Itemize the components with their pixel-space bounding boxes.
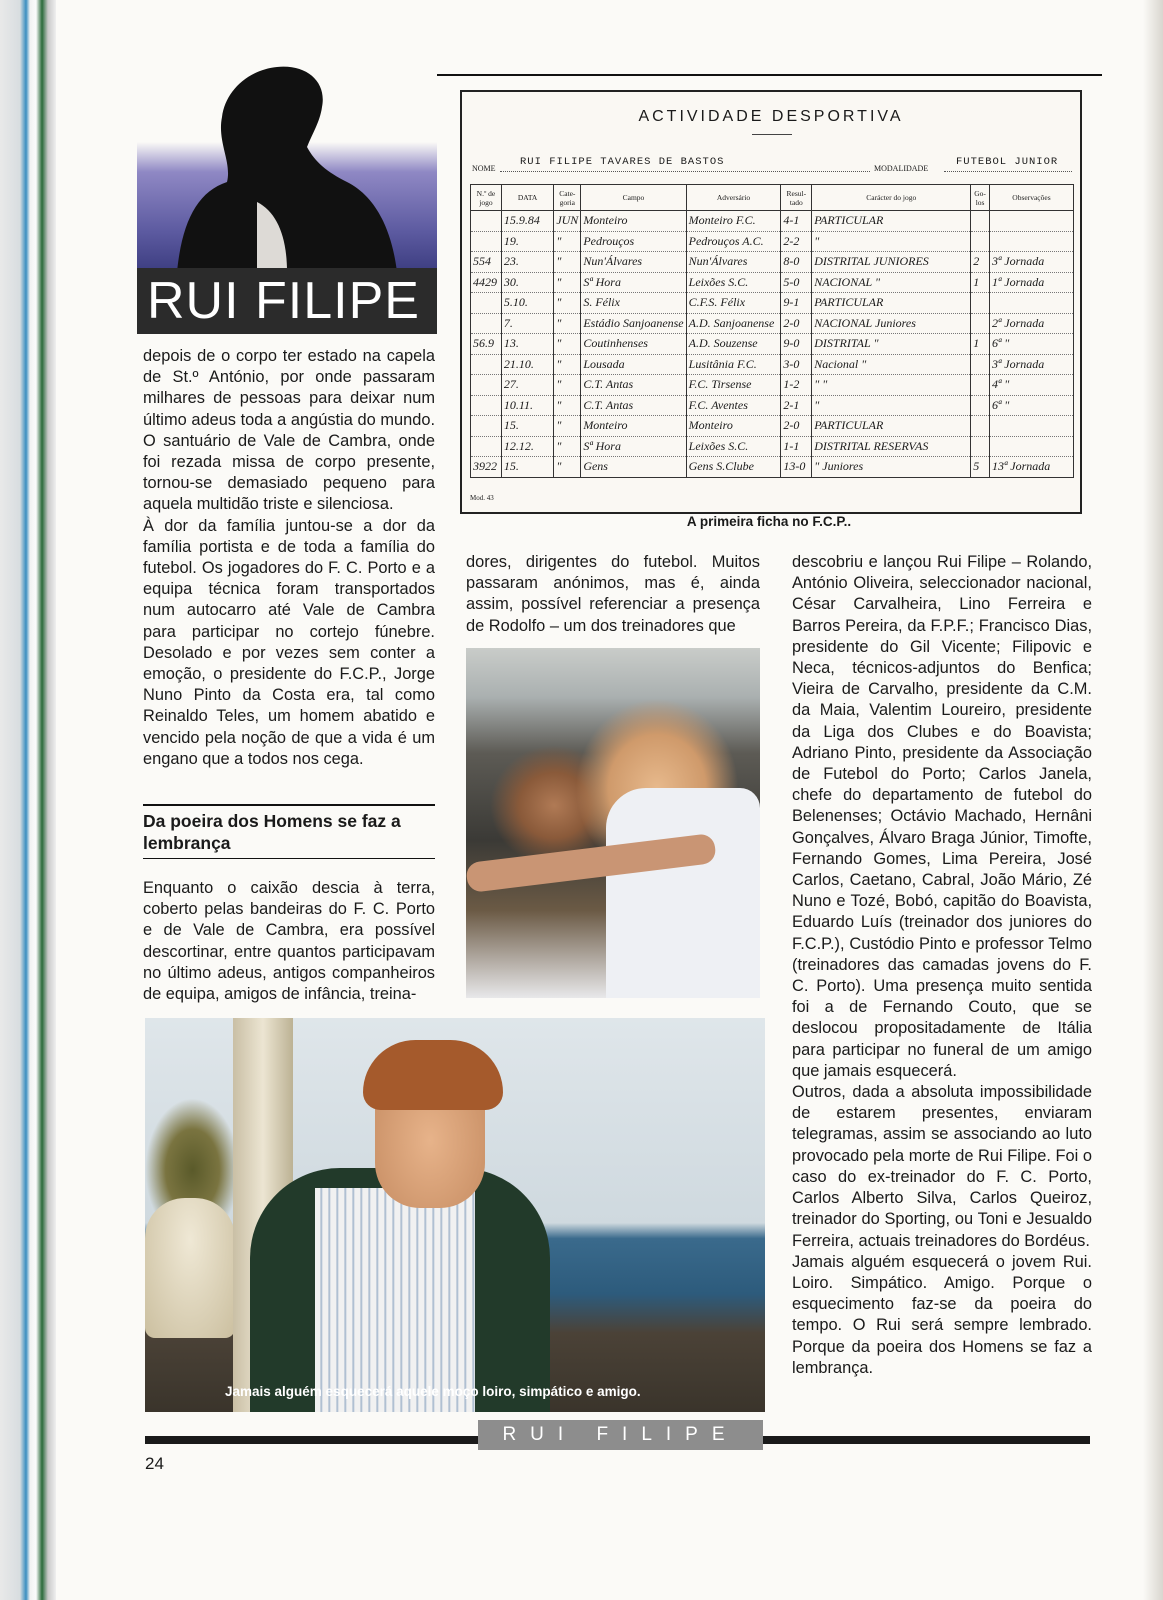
form-title: ACTIVIDADE DESPORTIVA bbox=[638, 108, 904, 125]
subhead-rule bbox=[143, 858, 435, 859]
table-row bbox=[471, 395, 1074, 416]
paragraph: descobriu e lançou Rui Filipe – Rolando, António Oliveira, seleccionador nacional, César Carvalheira, Lino Ferreira e Barros Pereira, da F.P.F.; Francisco Dias, presidente do Gil Vicente; Filipovic e Neca, técnicos-adjuntos do Benfica; Vieira de Carvalho, presidente da C.M. da Maia, Valentim Loureiro, presidente da Liga dos Clubes e do Boavista; Adriano Pinto, presidente da Associação de Futebol do Porto; Carlos Janela, chefe do departamento de futebol do Belenenses; Octávio Machado, Hernâni Gonçalves, Álvaro Braga Júnior, Timofte, Fernando Gomes, Lima Pereira, José Carlos, Caetano, Cabral, João Mário, Zé Nuno e Tozé, Bobó, capitão do Boavista, Eduardo Luís (treinador dos juniores do F.C.P.), Custódio Pinto e professor Telmo (treinadores das camadas jovens do F. C. Porto). Uma presença muito sentida foi a de Fernando Couto, que se deslocou propositadamente de Itália para participar no funeral de um amigo que jamais esquecerá. bbox=[792, 553, 1092, 1080]
table-row bbox=[471, 293, 1074, 314]
photo-urn bbox=[145, 1198, 235, 1338]
table-cell: 9-0 bbox=[781, 334, 812, 355]
table-cell bbox=[471, 231, 502, 252]
column-header: Adversário bbox=[686, 185, 781, 211]
table-cell: S. Félix bbox=[581, 293, 686, 314]
table-row bbox=[471, 231, 1074, 252]
table-header-row bbox=[471, 185, 1074, 211]
table-cell: 23. bbox=[501, 252, 553, 273]
table-cell: 7. bbox=[501, 313, 553, 334]
subheading: Da poeira dos Homens se faz a lembrança bbox=[143, 811, 401, 853]
form-model-number: Mod. 43 bbox=[470, 494, 494, 502]
column-3 bbox=[792, 552, 1092, 1379]
table-cell: PARTICULAR bbox=[812, 293, 971, 314]
paragraph: dores, dirigentes do futebol. Muitos passaram anónimos, mas é, ainda assim, possível referenciar a presença de Rodolfo – um dos treinadores que bbox=[466, 553, 760, 635]
table-cell bbox=[471, 395, 502, 416]
table-cell bbox=[471, 354, 502, 375]
table-cell: 13-0 bbox=[781, 457, 812, 478]
portrait-photo bbox=[145, 1018, 765, 1412]
table-cell: Monteiro bbox=[581, 211, 686, 232]
table-cell: " bbox=[554, 375, 581, 396]
table-row bbox=[471, 334, 1074, 355]
table-cell: A.D. Sanjoanense bbox=[686, 313, 781, 334]
table-cell: Gens S.Clube bbox=[686, 457, 781, 478]
column-header: N.º de jogo bbox=[471, 185, 502, 211]
table-cell: Nacional " bbox=[812, 354, 971, 375]
photo-shirt bbox=[606, 788, 760, 998]
table-cell: 2-2 bbox=[781, 231, 812, 252]
column-1-top bbox=[143, 346, 435, 770]
table-row bbox=[471, 211, 1074, 232]
table-cell bbox=[471, 375, 502, 396]
table-cell bbox=[989, 416, 1073, 437]
table-cell: " bbox=[812, 395, 971, 416]
table-cell: PARTICULAR bbox=[812, 416, 971, 437]
table-cell: Estádio Sanjoanense bbox=[581, 313, 686, 334]
table-cell: 1 bbox=[971, 334, 990, 355]
table-cell bbox=[989, 293, 1073, 314]
table-cell: Gens bbox=[581, 457, 686, 478]
table-cell: 6ª " bbox=[989, 395, 1073, 416]
table-cell: DISTRITAL JUNIORES bbox=[812, 252, 971, 273]
table-cell: F.C. Tirsense bbox=[686, 375, 781, 396]
table-cell: " bbox=[554, 334, 581, 355]
table-cell: Sª Hora bbox=[581, 436, 686, 457]
paragraph: Outros, dada a absoluta impossibilidade de estarem presentes, enviaram telegramas, assim se associando ao luto provocado pela morte de Rui Filipe. Foi o caso do ex-treinador do F. C. Porto, Carlos Alberto Silva, Carlos Queiroz, treinador do Sporting, ou Toni e Jesualdo Ferreira, actuais treinadores do Bordéus. bbox=[792, 1083, 1092, 1250]
table-cell bbox=[971, 354, 990, 375]
table-cell: 8-0 bbox=[781, 252, 812, 273]
table-cell: 1ª Jornada bbox=[989, 272, 1073, 293]
table-cell: DISTRITAL " bbox=[812, 334, 971, 355]
table-cell: 13. bbox=[501, 334, 553, 355]
nome-value: RUI FILIPE TAVARES DE BASTOS bbox=[520, 156, 725, 168]
table-cell bbox=[989, 436, 1073, 457]
page-number: 24 bbox=[145, 1454, 164, 1473]
table-cell: F.C. Aventes bbox=[686, 395, 781, 416]
paragraph: Jamais alguém esquecerá o jovem Rui. Loiro. Simpático. Amigo. Porque o esquecimento faz-se da poeira do tempo. O Rui será sempre lembrado. Porque da poeira dos Homens se faz a lembrança. bbox=[792, 1252, 1092, 1377]
table-cell: 30. bbox=[501, 272, 553, 293]
table-cell: JUN bbox=[554, 211, 581, 232]
photo-caption: Jamais alguém esquecerá aquele moço loiro, simpático e amigo. bbox=[225, 1384, 641, 1399]
paragraph: depois de o corpo ter estado na capela de St.º António, por onde passaram milhares de pessoas para deixar num último adeus toda a angústia do mundo. O santuário de Vale de Cambra, onde foi rezada missa de corpo presente, tornou-se demasiado pequeno para aquela multidão triste e silenciosa. bbox=[143, 347, 435, 514]
table-cell bbox=[989, 231, 1073, 252]
column-header: Observações bbox=[989, 185, 1073, 211]
table-cell: 3ª Jornada bbox=[989, 354, 1073, 375]
table-cell: " bbox=[554, 436, 581, 457]
table-cell: 5-0 bbox=[781, 272, 812, 293]
table-row bbox=[471, 272, 1074, 293]
table-row bbox=[471, 375, 1074, 396]
table-cell: " bbox=[554, 231, 581, 252]
table-cell: 2-0 bbox=[781, 313, 812, 334]
table-cell: 5 bbox=[971, 457, 990, 478]
table-cell: Lousada bbox=[581, 354, 686, 375]
table-cell bbox=[971, 313, 990, 334]
table-cell: Nun'Álvares bbox=[581, 252, 686, 273]
photo-shirt bbox=[315, 1188, 475, 1412]
table-cell: 3ª Jornada bbox=[989, 252, 1073, 273]
column-header: Cate- goria bbox=[554, 185, 581, 211]
table-cell: DISTRITAL RESERVAS bbox=[812, 436, 971, 457]
table-cell: 21.10. bbox=[501, 354, 553, 375]
table-cell: 2ª Jornada bbox=[989, 313, 1073, 334]
table-cell: 2-1 bbox=[781, 395, 812, 416]
column-header: Campo bbox=[581, 185, 686, 211]
table-cell: C.T. Antas bbox=[581, 375, 686, 396]
table-cell bbox=[471, 313, 502, 334]
table-cell bbox=[989, 211, 1073, 232]
header-title-bar bbox=[137, 268, 437, 334]
table-row bbox=[471, 457, 1074, 478]
table-cell: " bbox=[554, 272, 581, 293]
table-cell: " bbox=[554, 416, 581, 437]
table-cell: 56.9 bbox=[471, 334, 502, 355]
table-cell: " " bbox=[812, 375, 971, 396]
table-cell: 5.10. bbox=[501, 293, 553, 314]
column-header: Carácter do jogo bbox=[812, 185, 971, 211]
table-cell: 2 bbox=[971, 252, 990, 273]
table-cell: 19. bbox=[501, 231, 553, 252]
footer-label: RUI FILIPE bbox=[478, 1420, 763, 1450]
paragraph: Enquanto o caixão descia à terra, coberto pelas bandeiras do F. C. Porto e de Vale de Cambra, era possível descortinar, entre quantos participavam no último adeus, antigos companheiros de equipa, amigos de infância, treina- bbox=[143, 879, 435, 1004]
activity-record-card bbox=[460, 90, 1082, 514]
table-cell: 12.12. bbox=[501, 436, 553, 457]
table-cell bbox=[471, 436, 502, 457]
table-cell: 15. bbox=[501, 416, 553, 437]
table-cell: " bbox=[554, 457, 581, 478]
modalidade-value: FUTEBOL JUNIOR bbox=[956, 156, 1059, 168]
table-cell: NACIONAL " bbox=[812, 272, 971, 293]
table-cell: 27. bbox=[501, 375, 553, 396]
table-cell: 6ª " bbox=[989, 334, 1073, 355]
table-cell: Leixões S.C. bbox=[686, 272, 781, 293]
table-cell: " bbox=[554, 395, 581, 416]
title-underline bbox=[752, 134, 792, 135]
table-cell: Sª Hora bbox=[581, 272, 686, 293]
form-caption: A primeira ficha no F.C.P.. bbox=[686, 514, 852, 529]
table-cell bbox=[471, 416, 502, 437]
table-cell: Lusitânia F.C. bbox=[686, 354, 781, 375]
table-cell: " Juniores bbox=[812, 457, 971, 478]
table-cell: 4ª " bbox=[989, 375, 1073, 396]
table-cell bbox=[971, 231, 990, 252]
table-cell: PARTICULAR bbox=[812, 211, 971, 232]
table-cell: Pedrouços A.C. bbox=[686, 231, 781, 252]
table-cell: 3922 bbox=[471, 457, 502, 478]
table-cell: C.T. Antas bbox=[581, 395, 686, 416]
table-cell: 4-1 bbox=[781, 211, 812, 232]
table-cell: " bbox=[554, 252, 581, 273]
table-cell: 1-2 bbox=[781, 375, 812, 396]
nome-label: NOME bbox=[472, 164, 496, 173]
silhouette-image bbox=[137, 62, 437, 272]
table-cell: 3-0 bbox=[781, 354, 812, 375]
header-title: RUI FILIPE bbox=[147, 272, 420, 330]
table-cell: 4429 bbox=[471, 272, 502, 293]
table-row bbox=[471, 436, 1074, 457]
table-cell bbox=[471, 293, 502, 314]
table-cell: Monteiro F.C. bbox=[686, 211, 781, 232]
table-cell bbox=[971, 395, 990, 416]
table-cell: NACIONAL Juniores bbox=[812, 313, 971, 334]
page-edge bbox=[1143, 0, 1163, 1600]
embrace-photo bbox=[466, 648, 760, 998]
modalidade-label: MODALIDADE bbox=[874, 164, 929, 173]
table-cell bbox=[971, 416, 990, 437]
column-2 bbox=[466, 552, 760, 637]
nome-line bbox=[500, 171, 870, 172]
table-cell: Monteiro bbox=[581, 416, 686, 437]
column-header: Go- los bbox=[971, 185, 990, 211]
table-cell bbox=[471, 211, 502, 232]
column-header: DATA bbox=[501, 185, 553, 211]
table-cell: 10.11. bbox=[501, 395, 553, 416]
table-row bbox=[471, 354, 1074, 375]
table-cell: A.D. Souzense bbox=[686, 334, 781, 355]
table-cell: 1 bbox=[971, 272, 990, 293]
table-cell: C.F.S. Félix bbox=[686, 293, 781, 314]
table-cell bbox=[971, 211, 990, 232]
table-cell: 15.9.84 bbox=[501, 211, 553, 232]
subhead-rule bbox=[143, 804, 435, 806]
table-row bbox=[471, 416, 1074, 437]
header-portrait-illustration bbox=[137, 62, 437, 272]
table-cell: 1-1 bbox=[781, 436, 812, 457]
table-cell bbox=[971, 375, 990, 396]
table-cell: Nun'Álvares bbox=[686, 252, 781, 273]
table-cell: 13ª Jornada bbox=[989, 457, 1073, 478]
table-cell: " bbox=[554, 354, 581, 375]
table-row bbox=[471, 313, 1074, 334]
paragraph: À dor da família juntou-se a dor da família portista e de toda a família do futebol. Os jogadores do F. C. Porto e a equipa técnica foram transportados num autocarro até Vale de Cambra para participar no cortejo fúnebre. Desolado e por vezes sem conter a emoção, o presidente do F.C.P., Jorge Nuno Pinto da Costa era, tal como Reinaldo Teles, um homem abatido e vencido pela noção de que a vida é um engano que a todos nos cega. bbox=[143, 516, 435, 768]
table-row bbox=[471, 252, 1074, 273]
activity-table bbox=[470, 184, 1074, 478]
column-1-bottom bbox=[143, 878, 435, 1005]
table-cell: Coutinhenses bbox=[581, 334, 686, 355]
table-cell: " bbox=[554, 313, 581, 334]
table-cell: " bbox=[554, 293, 581, 314]
table-cell: 9-1 bbox=[781, 293, 812, 314]
table-cell bbox=[971, 436, 990, 457]
modalidade-line bbox=[944, 171, 1072, 172]
photo-hair bbox=[363, 1040, 503, 1110]
table-cell: 554 bbox=[471, 252, 502, 273]
magazine-spine bbox=[0, 0, 56, 1600]
table-cell: " bbox=[812, 231, 971, 252]
table-cell: 2-0 bbox=[781, 416, 812, 437]
column-header: Resul- tado bbox=[781, 185, 812, 211]
table-cell: 15. bbox=[501, 457, 553, 478]
table-cell: Pedrouços bbox=[581, 231, 686, 252]
table-cell bbox=[971, 293, 990, 314]
table-cell: Monteiro bbox=[686, 416, 781, 437]
table-cell: Leixões S.C. bbox=[686, 436, 781, 457]
